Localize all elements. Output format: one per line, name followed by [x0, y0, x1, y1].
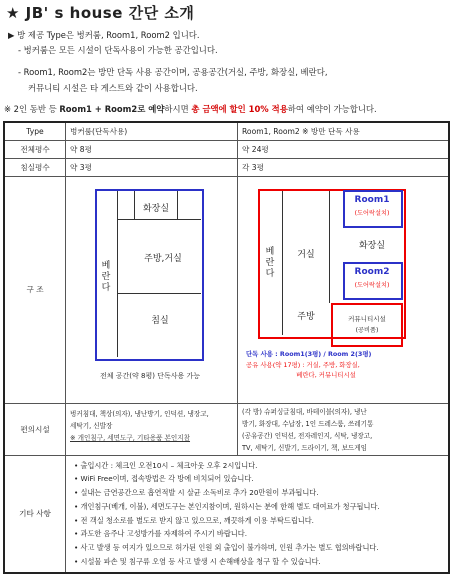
bedroom-bunker: 약 3평: [66, 158, 238, 176]
list-item: • 출입시간 : 체크인 오전10시 – 체크아웃 오후 2시입니다.: [74, 460, 258, 470]
plan1-bedroom: 침실: [151, 315, 169, 326]
list-item: • WiFi Free이며, 접속방법은 각 방에 비치되어 있습니다.: [74, 474, 254, 484]
plan2-kitchen: 주방: [297, 311, 315, 322]
facilities-rooms: [238, 403, 450, 455]
plan2-wall: [329, 191, 330, 303]
plan1-bathroom: 화장실: [142, 203, 170, 214]
facilities-rooms-line: 방기, 화장대, 수납장, 1인 드레스룸, 쓰레기통: [242, 419, 374, 428]
facilities-row: [4, 403, 449, 455]
structure-row: [4, 176, 449, 403]
discount-note-rooms: Room1 + Room2로 예약: [59, 104, 165, 114]
plan2-room2-sub: (도어락설치): [354, 281, 390, 289]
plan2-wall: [282, 191, 283, 335]
discount-note-suffix: 하여 예약이 가능합니다.: [287, 104, 377, 114]
plan2-community-label: 커뮤니티시설: [348, 314, 386, 323]
bunker-floor-plan: [66, 176, 238, 403]
plan1-veranda: 베란다: [101, 260, 111, 293]
page-title: ★ JB' s house 간단 소개: [6, 4, 195, 22]
header-bunker: 벙커룸(단독사용): [66, 122, 238, 140]
room-info-table: [3, 121, 450, 574]
facilities-label: 편의시설: [4, 403, 66, 455]
facilities-bunker-note: ※ 개인침구, 세면도구, 기타용품 본인지참: [70, 433, 191, 442]
plan2-room2-label: Room2: [354, 266, 390, 277]
plan2-community-sub: (공비품): [355, 326, 379, 334]
header-type: Type: [4, 122, 66, 140]
plan2-caption-shared-2: 베란다, 커뮤니티시설: [296, 370, 356, 379]
bedroom-label: 침실평수: [4, 158, 66, 176]
header-rooms: Room1, Room2 ※ 방만 단독 사용: [238, 122, 450, 140]
rooms-floor-plan: [238, 176, 450, 403]
list-item: • 전 객실 청소로를 별도로 받지 않고 있으므로, 깨끗하게 이용 부탁드립니다.: [74, 515, 314, 525]
area-label: 전체평수: [4, 140, 66, 158]
plan2-caption-shared: 공유 사용(약 17평) : 거실, 주방, 화장실,: [246, 360, 360, 369]
facilities-bunker: [66, 403, 238, 455]
facilities-rooms-line: (공유공간) 인덕션, 전자레인지, 식탁, 냉장고,: [242, 431, 373, 440]
intro-line-1: ▶ 방 제공 Type은 벙커룸, Room1, Room2 입니다.: [8, 30, 200, 40]
intro-line-3: - Room1, Room2는 방만 단독 사용 공간이며, 공용공간(거실, 주방, 화장실, 베란다,: [18, 67, 328, 77]
plan1-wall: [177, 191, 178, 220]
list-item: • 개인침구(베개, 이불), 세면도구는 본인지참이며, 원하시는 분에 한해 별도 대여료가 청구됩니다.: [74, 501, 380, 511]
plan2-room1-sub: (도어락설치): [354, 209, 390, 217]
plan2-bathroom: 화장실: [358, 240, 386, 251]
bedroom-rooms: 각 3평: [238, 158, 450, 176]
list-item: • 시설물 파손 및 침구류 오염 등 사고 발생 시 손해배상을 청구 할 수 있습니다.: [74, 557, 321, 567]
plan1-caption: 전체 공간(약 8평) 단독사용 가능: [100, 371, 200, 380]
intro-line-4: 커뮤니티 시설은 타 게스트와 같이 사용합니다.: [28, 83, 198, 93]
facilities-rooms-line: (각 방) 슈퍼싱글침대, 바테이블(의자), 냉난: [242, 407, 367, 416]
discount-note-highlight: 총 금액에 할인 10% 적용: [191, 104, 288, 114]
plan2-room1-label: Room1: [354, 194, 390, 205]
area-rooms: 약 24평: [238, 140, 450, 158]
table-row: [4, 158, 449, 176]
notes-list: [66, 455, 450, 573]
facilities-bunker-line: 세탁기, 신발장: [70, 421, 113, 430]
intro-line-2: - 벙커룸은 모든 시설이 단독사용이 가능한 공간입니다.: [18, 45, 218, 55]
list-item: • 사고 발생 등 여지가 있으므로 허가된 인원 외 출입이 불가하며, 인원 추가는 별도 협의바랍니다.: [74, 543, 379, 553]
facilities-rooms-line: TV, 세탁기, 신발기, 드라이기, 책, 보드게임: [242, 443, 368, 452]
notes-label: 기타 사항: [4, 455, 66, 573]
plan1-wall: [117, 219, 201, 220]
table-header-row: [4, 122, 449, 140]
structure-label: 구 조: [4, 176, 66, 403]
list-item: • 실내는 금연공간으로 흡연적발 시 살균 소독비로 추가 20만원이 부과됩니다.: [74, 488, 319, 498]
table-row: [4, 140, 449, 158]
plan1-wall: [117, 293, 201, 294]
plan2-veranda: 베란다: [265, 246, 275, 279]
intro-line-5: [4, 102, 377, 117]
plan2-caption-private: 단독 사용 : Room1(3평) / Room 2(3평): [246, 349, 372, 358]
notes-row: [4, 455, 449, 573]
plan2-living: 거실: [297, 249, 315, 260]
list-item: • 과도한 음주나 고성방가를 자제하여 주시기 바랍니다.: [74, 529, 247, 539]
plan1-kitchen-living: 주방,거실: [144, 253, 182, 264]
plan1-wall: [117, 191, 118, 357]
facilities-bunker-line: 벙커침대, 책상(의자), 냉난방기, 인덕션, 냉장고,: [70, 409, 209, 418]
area-bunker: 약 8평: [66, 140, 238, 158]
discount-note-mid: 하시면: [164, 104, 192, 114]
discount-note-prefix: ※ 2인 동반 등: [4, 104, 60, 114]
